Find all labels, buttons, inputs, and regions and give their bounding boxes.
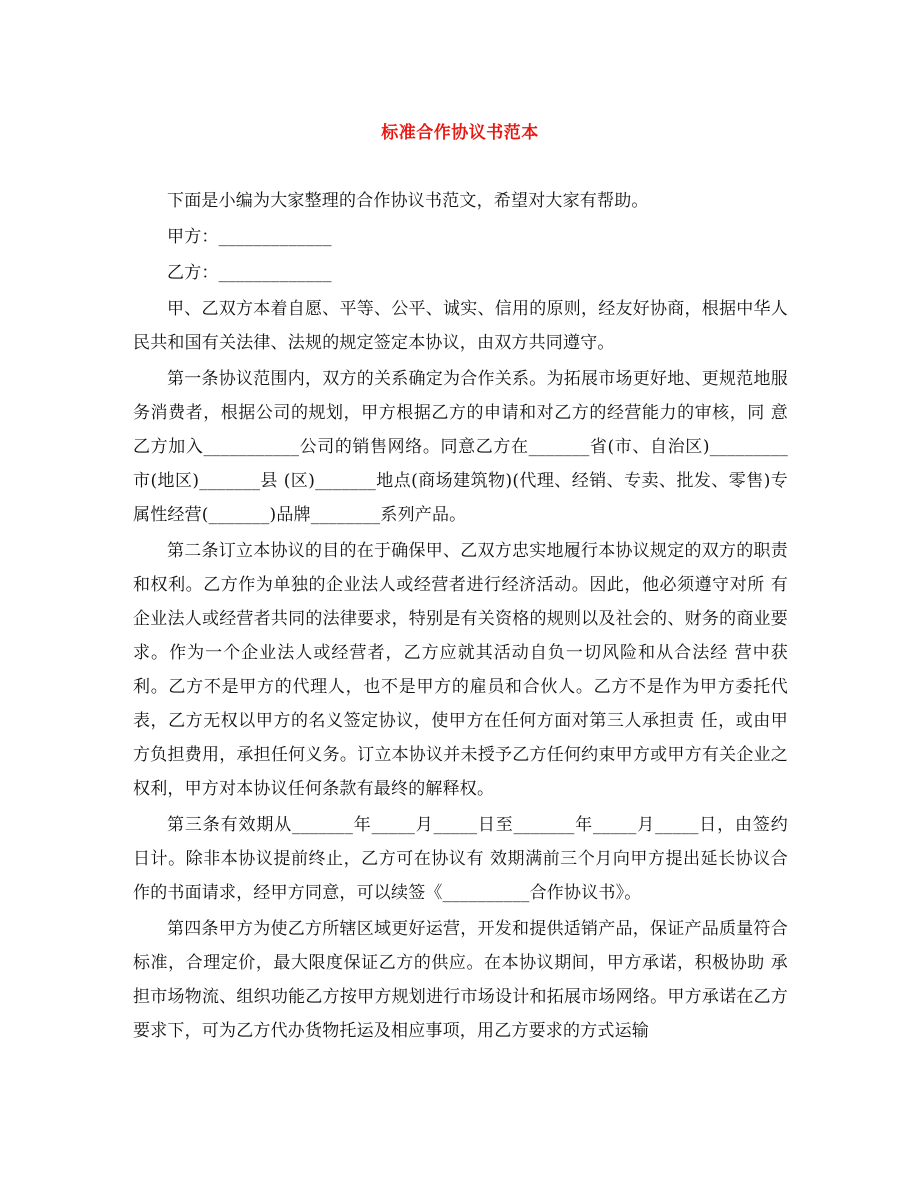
article-1-paragraph: 第一条协议范围内，双方的关系确定为合作关系。为拓展市场更好地、更规范地服务消费者，根据公司的规划，甲方根据乙方的申请和对乙方的经营能力的审核，同 意乙方加入___________公司的销售网络。同意乙方在_______省(市、自治区)_________市(地区)_______县 (区)_______地点(商场建筑物)(代理、经销、专卖、批发、零售)专属性经营(_______)品牌________系列产品。 <box>133 369 788 525</box>
party-a-line: 甲方：_____________ <box>167 227 332 247</box>
preamble-paragraph: 甲、乙双方本着自愿、平等、公平、诚实、信用的原则，经友好协商，根据中华人民共和国有关法律、法规的规定签定本协议，由双方共同遵守。 <box>133 299 788 353</box>
article-4-paragraph: 第四条甲方为使乙方所辖区域更好运营，开发和提供适销产品，保证产品质量符合标准，合理定价，最大限度保证乙方的供应。在本协议期间，甲方承诺，积极协助 承担市场物流、组织功能乙方按甲方规划进行市场设计和拓展市场网络。甲方承诺在乙方要求下，可为乙方代办货物托运及相应事项，用乙方要求的方式运输 <box>133 919 788 1041</box>
document-body <box>133 184 788 1050</box>
party-b-line: 乙方：_____________ <box>167 263 332 283</box>
article-3-paragraph: 第三条有效期从_______年_____月_____日至_______年_____月_____日，由签约日计。除非本协议提前终止，乙方可在协议有 效期满前三个月向甲方提出延长协议合作的书面请求，经甲方同意，可以续签《__________合作协议书》。 <box>133 815 788 903</box>
intro-paragraph: 下面是小编为大家整理的合作协议书范文，希望对大家有帮助。 <box>167 191 649 211</box>
document-title: 标准合作协议书范本 <box>381 123 539 143</box>
article-2-paragraph: 第二条订立本协议的目的在于确保甲、乙双方忠实地履行本协议规定的双方的职责和权利。乙方作为单独的企业法人或经营者进行经济活动。因此，他必须遵守对所 有企业法人或经营者共同的法律要求，特别是有关资格的规则以及社会的、财务的商业要求。作为一个企业法人或经营者，乙方应就其活动自负一切风险和从合法经 营中获利。乙方不是甲方的代理人，也不是甲方的雇员和合伙人。乙方不是作为甲方委托代表，乙方无权以甲方的名义签定协议，使甲方在任何方面对第三人承担责 任，或由甲方负担费用，承担任何义务。订立本协议并未授予乙方任何约束甲方或甲方有关企业之权利，甲方对本协议任何条款有最终的解释权。 <box>133 541 788 799</box>
